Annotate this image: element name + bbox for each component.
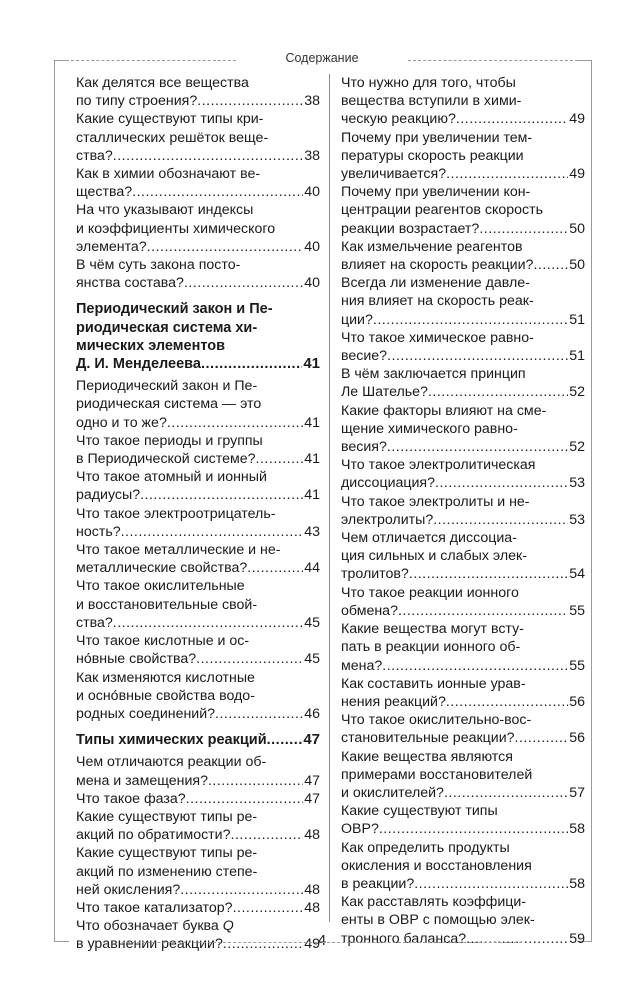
dot-leader bbox=[446, 165, 568, 183]
toc-entry[interactable] bbox=[76, 256, 320, 292]
toc-entry-last-line bbox=[76, 731, 320, 749]
toc-entry-text-line: и коэффициенты химического bbox=[76, 220, 276, 237]
toc-entry-text-line: Как определить продукты bbox=[341, 839, 510, 856]
toc-page-number: 53 bbox=[569, 475, 585, 492]
toc-entry-text-line: Как изменяются кислотные bbox=[76, 669, 255, 686]
toc-page-number: 38 bbox=[304, 147, 320, 164]
toc-column-left bbox=[76, 74, 320, 954]
toc-page-number: 40 bbox=[304, 238, 320, 255]
toc-entry-text-line: ства? bbox=[76, 614, 113, 631]
toc-entry-text-line: Что такое периоды и группы bbox=[76, 432, 263, 449]
toc-page-number: 40 bbox=[304, 275, 320, 292]
dot-leader bbox=[379, 820, 568, 838]
toc-entry-text-line: ция сильных и слабых элек- bbox=[341, 548, 527, 565]
toc-entry-text-line: В чём заключается принцип bbox=[341, 366, 526, 383]
toc-entry[interactable] bbox=[76, 165, 320, 201]
toc-entry-text-line: Что такое катализатор? bbox=[76, 899, 233, 916]
toc-entry-text-line: Что такое химическое равно- bbox=[341, 329, 534, 346]
toc-entry-text-line: ства? bbox=[76, 147, 113, 164]
toc-entry-text-line: Какие вещества являются bbox=[341, 748, 513, 765]
toc-page-number: 51 bbox=[569, 311, 585, 328]
toc-entry-text-line: акций по обратимости? bbox=[76, 827, 231, 844]
toc-page-number: 40 bbox=[304, 184, 320, 201]
toc-entry-text-line: Какие вещества могут всту- bbox=[341, 621, 524, 638]
toc-page-number: 48 bbox=[304, 881, 320, 898]
toc-entry-last-line bbox=[76, 183, 320, 201]
toc-entry-text-line: вещества вступили в хими- bbox=[341, 93, 522, 110]
page-header bbox=[52, 50, 592, 70]
toc-entry-text-line: и окислителей? bbox=[341, 784, 444, 801]
dot-leader bbox=[373, 311, 568, 329]
toc-entry-text-line: пать в реакции ионного об- bbox=[341, 639, 521, 656]
dot-leader bbox=[456, 110, 568, 128]
toc-page-number: 53 bbox=[569, 511, 585, 528]
dot-leader bbox=[201, 355, 302, 373]
toc-entry-last-line bbox=[76, 559, 320, 577]
toc-entry-text-line: в реакции? bbox=[341, 875, 415, 892]
toc-entry-last-line bbox=[341, 657, 585, 675]
header-title: Содержание bbox=[285, 51, 359, 65]
toc-entry-text-line: щества? bbox=[76, 184, 133, 201]
toc-entry-text-line: Какие существуют типы bbox=[341, 803, 498, 820]
toc-entry-text-line: риодическая система хи- bbox=[76, 319, 258, 336]
toc-entry[interactable] bbox=[341, 274, 585, 329]
toc-page-number: 47 bbox=[304, 790, 320, 807]
dot-leader bbox=[515, 729, 569, 747]
dot-leader bbox=[208, 772, 303, 790]
toc-page-number: 49 bbox=[569, 166, 585, 183]
toc-entry-text-line: и восстановительные свой- bbox=[76, 596, 258, 613]
dot-leader bbox=[167, 414, 303, 432]
toc-entry-text-line: Как расставлять коэффици- bbox=[341, 894, 527, 911]
toc-entry-text-line: реакции возрастает? bbox=[341, 220, 480, 237]
dot-leader bbox=[140, 486, 303, 504]
toc-entry-last-line bbox=[341, 347, 585, 365]
dot-leader bbox=[132, 183, 303, 201]
footer-divider-right bbox=[322, 942, 522, 943]
toc-entry-last-line bbox=[341, 875, 585, 893]
toc-entry-text-line: Что такое металлические и не- bbox=[76, 542, 281, 559]
toc-page-number: 38 bbox=[304, 93, 320, 110]
dot-leader bbox=[387, 347, 568, 365]
toc-page-number: 46 bbox=[304, 705, 320, 722]
toc-page-number: 51 bbox=[569, 348, 585, 365]
toc-entry-text-line: Периодический закон и Пе- bbox=[76, 378, 258, 395]
toc-entry[interactable] bbox=[341, 711, 585, 747]
toc-section-heading[interactable] bbox=[76, 731, 320, 749]
toc-entry-text-line: металлические свойства? bbox=[76, 560, 248, 577]
toc-entry-text-line: янства состава? bbox=[76, 275, 184, 292]
dot-leader bbox=[428, 383, 568, 401]
toc-entry-last-line bbox=[76, 614, 320, 632]
toc-entry[interactable] bbox=[341, 402, 585, 457]
dot-leader bbox=[113, 147, 303, 165]
toc-entry-text-line: весие? bbox=[341, 348, 388, 365]
toc-entry-last-line bbox=[76, 238, 320, 256]
toc-page-number: 47 bbox=[304, 772, 320, 789]
toc-entry[interactable] bbox=[76, 432, 320, 468]
toc-entry[interactable] bbox=[341, 183, 585, 238]
toc-entry[interactable] bbox=[76, 377, 320, 432]
toc-entry[interactable] bbox=[341, 493, 585, 529]
toc-entry-text-line: Что такое окислительно-вос- bbox=[341, 712, 532, 729]
toc-page-number: 47 bbox=[303, 731, 320, 749]
toc-entry[interactable] bbox=[341, 129, 585, 184]
toc-entry-last-line bbox=[76, 486, 320, 504]
toc-entry-text-line: Как делятся все вещества bbox=[76, 75, 249, 91]
toc-entry-last-line bbox=[341, 602, 585, 620]
toc-entry-last-line bbox=[341, 220, 585, 238]
dot-leader bbox=[215, 705, 303, 723]
toc-entry[interactable] bbox=[341, 74, 585, 129]
toc-entry-text-line: Какие существуют типы кри- bbox=[76, 111, 264, 128]
dot-leader bbox=[147, 238, 304, 256]
toc-page-number: 55 bbox=[569, 657, 585, 674]
toc-page-number: 52 bbox=[569, 384, 585, 401]
toc-entry-text-line: ции? bbox=[341, 311, 373, 328]
toc-entry-text-line: Что такое электролиты и не- bbox=[341, 493, 530, 510]
toc-entry-last-line bbox=[341, 511, 585, 529]
toc-entry-text-line: щение химического равно- bbox=[341, 420, 518, 437]
dot-leader bbox=[382, 657, 568, 675]
page-footer bbox=[52, 932, 592, 952]
toc-entry-last-line bbox=[341, 383, 585, 401]
toc-page-number: 43 bbox=[304, 523, 320, 540]
dot-leader bbox=[433, 511, 568, 529]
toc-page-number: 55 bbox=[569, 602, 585, 619]
toc-page-number: 58 bbox=[569, 875, 585, 892]
toc-entry-text-line: обмена? bbox=[341, 602, 398, 619]
toc-entry-text-line: Что такое электроотрицатель- bbox=[76, 505, 276, 522]
dot-leader bbox=[409, 565, 568, 583]
toc-entry-last-line bbox=[341, 820, 585, 838]
toc-entry-text-line: родных соединений? bbox=[76, 705, 216, 722]
dot-leader bbox=[113, 614, 303, 632]
toc-entry-text-line: мических элементов bbox=[76, 337, 226, 354]
toc-entry[interactable] bbox=[76, 201, 320, 256]
dot-leader bbox=[446, 693, 568, 711]
toc-entry-text-line: риодическая система — это bbox=[76, 396, 262, 413]
toc-entry-text-line: Что такое реакции ионного bbox=[341, 584, 519, 601]
toc-entry-text-line: ния влияет на скорость реак- bbox=[341, 293, 534, 310]
toc-entry-text-line: Что такое атомный и ионный bbox=[76, 469, 267, 486]
toc-entry-text-line: мена и замещения? bbox=[76, 772, 208, 789]
toc-entry-text-line: ческую реакцию? bbox=[341, 111, 456, 128]
toc-entry-last-line bbox=[341, 311, 585, 329]
toc-entry-text-line: и осно́вные свойства водо- bbox=[76, 687, 255, 704]
dot-leader bbox=[387, 438, 568, 456]
dot-leader bbox=[444, 784, 568, 802]
page-number: 4 bbox=[317, 932, 327, 949]
toc-entry-text-line: по типу строения? bbox=[76, 93, 198, 110]
toc-page-number: 41 bbox=[304, 414, 320, 431]
toc-entry[interactable] bbox=[76, 899, 320, 917]
toc-entry-text-line: влияет на скорость реакции? bbox=[341, 257, 534, 274]
toc-entry-text-line: пературы скорость реакции bbox=[341, 147, 524, 164]
dot-leader bbox=[180, 881, 303, 899]
toc-page-number: 56 bbox=[569, 730, 585, 747]
toc-entry-text-line: ней окисления? bbox=[76, 881, 181, 898]
dot-leader bbox=[267, 731, 303, 749]
toc-entry-text-line: в уравнении реакции? bbox=[76, 936, 223, 953]
dot-leader bbox=[247, 559, 303, 577]
toc-entry-last-line bbox=[341, 565, 585, 583]
toc-page-number: 48 bbox=[304, 827, 320, 844]
toc-entry-text-line: Что такое фаза? bbox=[76, 790, 186, 807]
toc-entry-text-line: элемента? bbox=[76, 238, 147, 255]
toc-page-number: 48 bbox=[304, 899, 320, 916]
toc-entry-last-line bbox=[341, 165, 585, 183]
toc-entry[interactable] bbox=[76, 110, 320, 165]
toc-entry-text-line: радиусы? bbox=[76, 487, 141, 504]
toc-section-heading[interactable] bbox=[76, 300, 320, 373]
toc-entry-last-line bbox=[76, 147, 320, 165]
toc-entry-text-line: В чём суть закона посто- bbox=[76, 257, 241, 274]
toc-entry-text-line: нения реакций? bbox=[341, 693, 446, 710]
toc-entry[interactable] bbox=[341, 529, 585, 584]
toc-entry-text-line: енты в ОВР с помощью элек- bbox=[341, 912, 535, 929]
toc-page-number: 52 bbox=[569, 439, 585, 456]
dot-leader bbox=[197, 92, 303, 110]
toc-entry-text-line: Почему при увеличении тем- bbox=[341, 129, 533, 146]
toc-entry-text-line: Что такое электролитическая bbox=[341, 457, 536, 474]
toc-entry[interactable] bbox=[341, 238, 585, 274]
toc-entry[interactable] bbox=[76, 808, 320, 844]
toc-page-number: 56 bbox=[569, 693, 585, 710]
toc-entry-text-line: весия? bbox=[341, 439, 387, 456]
header-divider-right bbox=[408, 60, 578, 61]
toc-entry-last-line bbox=[76, 772, 320, 790]
toc-page-number: 45 bbox=[304, 614, 320, 631]
toc-entry[interactable] bbox=[341, 839, 585, 894]
toc-entry-text-line: увеличивается? bbox=[341, 166, 447, 183]
toc-entry-text-line: Чем отличаются реакции об- bbox=[76, 754, 267, 771]
toc-entry[interactable] bbox=[341, 620, 585, 675]
toc-page-number: 50 bbox=[569, 257, 585, 274]
toc-entry-last-line bbox=[341, 438, 585, 456]
toc-page-number: 45 bbox=[304, 651, 320, 668]
toc-entry[interactable] bbox=[341, 748, 585, 803]
toc-entry-text-line: электролиты? bbox=[341, 511, 434, 528]
toc-entry-text-line: Д. И. Менделеева bbox=[76, 356, 201, 373]
toc-entry-last-line bbox=[341, 693, 585, 711]
toc-entry-text-line: в Периодической системе? bbox=[76, 451, 256, 468]
toc-entry-text-line: Всегда ли изменение давле- bbox=[341, 275, 530, 292]
toc-entry-last-line bbox=[76, 92, 320, 110]
toc-entry-last-line bbox=[76, 790, 320, 808]
toc-entry[interactable] bbox=[76, 74, 320, 110]
toc-entry-text-line: но́вные свойства? bbox=[76, 651, 197, 668]
toc-entry-last-line bbox=[76, 274, 320, 292]
toc-entry-text-line: окисления и восстановления bbox=[341, 857, 532, 874]
toc-page-number: 57 bbox=[569, 784, 585, 801]
toc-entry-last-line bbox=[76, 650, 320, 668]
toc-entry-text-line: тролитов? bbox=[341, 566, 409, 583]
toc-entry-text-line: Что такое кислотные и ос- bbox=[76, 633, 250, 650]
toc-entry[interactable] bbox=[341, 584, 585, 620]
toc-entry[interactable] bbox=[76, 468, 320, 504]
dot-leader bbox=[231, 826, 304, 844]
dot-leader bbox=[121, 523, 304, 541]
toc-page-number: 49 bbox=[304, 936, 320, 953]
dot-leader bbox=[414, 875, 568, 893]
toc-page-number: 41 bbox=[304, 487, 320, 504]
toc-entry[interactable] bbox=[76, 669, 320, 724]
toc-entry-text-line: Какие существуют типы ре- bbox=[76, 845, 258, 862]
toc-entry-text-line: Почему при увеличении кон- bbox=[341, 184, 531, 201]
toc-entry-text-line: ОВР? bbox=[341, 821, 379, 838]
toc-entry[interactable] bbox=[341, 675, 585, 711]
toc-entry[interactable] bbox=[76, 753, 320, 789]
toc-entry-text-line: сталлических решёток веще- bbox=[76, 129, 269, 146]
toc-page-number: 44 bbox=[304, 560, 320, 577]
dot-leader bbox=[256, 450, 304, 468]
toc-entry-text-line: Ле Шателье? bbox=[341, 384, 428, 401]
toc-entry-text-line: тронного баланса? bbox=[341, 930, 467, 947]
dot-leader bbox=[184, 274, 303, 292]
toc-entry-last-line bbox=[76, 414, 320, 432]
toc-page-number: 54 bbox=[569, 566, 585, 583]
toc-entry[interactable] bbox=[76, 790, 320, 808]
toc-entry[interactable] bbox=[76, 844, 320, 899]
toc-entry-text-line: Периодический закон и Пе- bbox=[76, 301, 273, 318]
toc-entry-last-line bbox=[76, 523, 320, 541]
frame-bracket-left bbox=[54, 60, 69, 942]
toc-entry-text-line: центрации реагентов скорость bbox=[341, 202, 543, 219]
toc-entry-last-line bbox=[76, 705, 320, 723]
toc-entry[interactable] bbox=[341, 329, 585, 365]
toc-entry-text-line: одно и то же? bbox=[76, 414, 167, 431]
toc-entry-last-line bbox=[76, 450, 320, 468]
toc-entry-last-line bbox=[341, 784, 585, 802]
dot-leader bbox=[533, 256, 568, 274]
toc-entry[interactable] bbox=[76, 632, 320, 668]
toc-entry-text-line: Типы химических реакций bbox=[76, 732, 267, 749]
toc-column-right bbox=[341, 74, 585, 948]
toc-page-number: 49 bbox=[569, 111, 585, 128]
toc-entry-last-line bbox=[341, 729, 585, 747]
toc-entry-last-line bbox=[76, 826, 320, 844]
toc-entry-text-line: На что указывают индексы bbox=[76, 202, 254, 219]
toc-entry-text-line: Как составить ионные урав- bbox=[341, 675, 526, 692]
toc-entry-text-line: Как измельчение реагентов bbox=[341, 238, 523, 255]
toc-entry-text-line: Как в химии обозначают ве- bbox=[76, 166, 261, 183]
toc-entry-last-line bbox=[76, 899, 320, 917]
column-divider bbox=[329, 74, 330, 922]
toc-entry-text-line: Что обозначает буква Q bbox=[76, 918, 234, 935]
dot-leader bbox=[186, 790, 304, 808]
toc-entry-text-line: Что такое окислительные bbox=[76, 578, 245, 595]
toc-entry-text-line: мена? bbox=[341, 657, 383, 674]
toc-entry-text-line: Какие существуют типы ре- bbox=[76, 808, 258, 825]
toc-entry-last-line bbox=[76, 881, 320, 899]
toc-entry[interactable] bbox=[341, 456, 585, 492]
toc-entry-text-line: примерами восстановителей bbox=[341, 766, 533, 783]
toc-entry-last-line bbox=[76, 355, 320, 373]
toc-entry[interactable] bbox=[76, 541, 320, 577]
toc-page-number: 58 bbox=[569, 821, 585, 838]
toc-entry-text-line: Какие факторы влияют на сме- bbox=[341, 402, 547, 419]
toc-entry-last-line bbox=[341, 256, 585, 274]
toc-entry[interactable] bbox=[341, 365, 585, 401]
toc-entry[interactable] bbox=[341, 802, 585, 838]
toc-entry-text-line: диссоциация? bbox=[341, 475, 436, 492]
dot-leader bbox=[479, 220, 568, 238]
toc-entry-last-line bbox=[341, 110, 585, 128]
toc-entry-text-line: акций по изменению степе- bbox=[76, 863, 258, 880]
toc-page-number: 59 bbox=[569, 930, 585, 947]
toc-entry[interactable] bbox=[76, 505, 320, 541]
dot-leader bbox=[233, 899, 304, 917]
dot-leader bbox=[435, 474, 568, 492]
toc-entry-text-line: Чем отличается диссоциа- bbox=[341, 530, 517, 547]
toc-entry[interactable] bbox=[76, 577, 320, 632]
toc-page-number: 50 bbox=[569, 220, 585, 237]
dot-leader bbox=[196, 650, 303, 668]
toc-page-number: 41 bbox=[303, 355, 320, 373]
dot-leader bbox=[398, 602, 568, 620]
toc-entry-last-line bbox=[341, 474, 585, 492]
toc-entry-text-line: становительные реакции? bbox=[341, 730, 515, 747]
toc-page-number: 41 bbox=[304, 451, 320, 468]
toc-entry-text-line: Что нужно для того, чтобы bbox=[341, 75, 516, 91]
toc-entry-text-line: ность? bbox=[76, 523, 121, 540]
